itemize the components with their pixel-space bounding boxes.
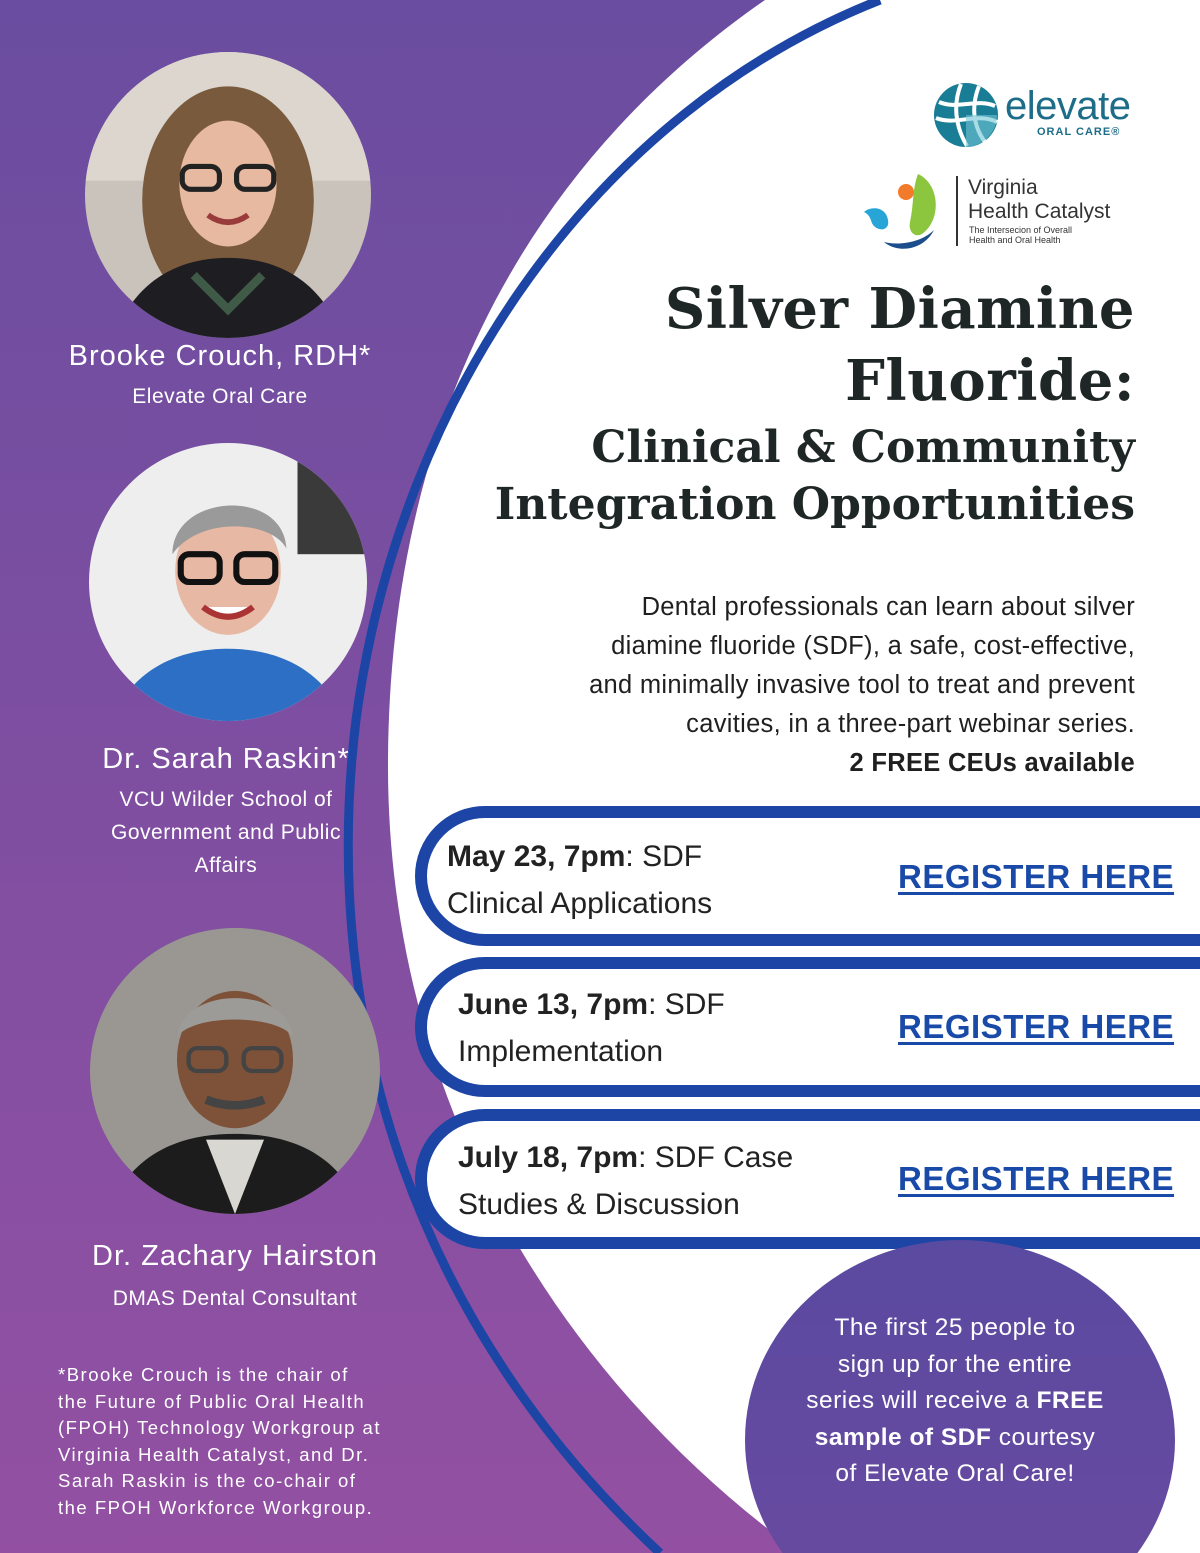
footnote-line: the FPOH Workforce Workgroup.	[58, 1496, 374, 1518]
session-topic: : SDF Case	[638, 1141, 794, 1174]
speaker-org-line: Elevate Oral Care	[132, 385, 308, 408]
speaker-name-brooke: Brooke Crouch, RDH*	[68, 340, 372, 372]
promo-emphasis: sample of SDF	[814, 1423, 992, 1451]
promo-emphasis: FREE	[1036, 1387, 1104, 1414]
speaker-org-sarah	[46, 783, 406, 882]
speaker-name-sarah: Dr. Sarah Raskin*	[102, 743, 350, 775]
session-date: July 18, 7pm	[458, 1141, 639, 1174]
vhc-logo	[860, 172, 1140, 252]
speaker-photo-brooke	[85, 52, 371, 338]
session-1-text	[447, 833, 712, 927]
promo-line: sign up for the entire	[837, 1350, 1073, 1378]
promo-line: series will receive a	[806, 1387, 1037, 1414]
footnote-line: (FPOH) Technology Workgroup at	[58, 1417, 381, 1438]
globe-icon	[933, 82, 999, 148]
session-3-text	[458, 1134, 793, 1228]
footnote-line: Virginia Health Catalyst, and Dr.	[58, 1443, 370, 1465]
description-line: and minimally invasive tool to treat and prevent	[589, 671, 1135, 699]
speaker-org-brooke	[40, 380, 400, 413]
promo-line: of Elevate Oral Care!	[835, 1460, 1075, 1487]
session-topic: Studies & Discussion	[458, 1188, 740, 1221]
title-line-2: Fluoride:	[845, 348, 1135, 414]
speaker-photo-zachary	[90, 928, 380, 1214]
speaker-org-zachary	[55, 1282, 415, 1315]
elevate-logo	[933, 82, 1133, 152]
description-line: cavities, in a three-part webinar series.	[686, 710, 1135, 738]
session-topic: : SDF	[648, 988, 725, 1021]
session-2-text	[458, 981, 725, 1075]
speaker-org-line: DMAS Dental Consultant	[112, 1287, 358, 1310]
session-topic: Implementation	[458, 1035, 664, 1068]
description-line: diamine fluoride (SDF), a safe, cost-effective,	[611, 632, 1135, 660]
footnote-line: the Future of Public Oral Health	[58, 1390, 366, 1412]
promo-line: The first 25 people to	[834, 1314, 1076, 1341]
description-line: Dental professionals can learn about silver	[641, 593, 1135, 621]
vhc-logo-tagline: The Intersecion of Overall	[969, 225, 1073, 235]
vhc-divider	[956, 176, 958, 246]
speaker-org-line: Affairs	[194, 854, 258, 877]
description	[415, 588, 1135, 783]
vhc-logo-name: Virginia	[968, 176, 1038, 199]
register-button-session-3[interactable]: REGISTER HERE	[898, 1160, 1175, 1197]
title-line-3: Clinical & Community	[591, 422, 1135, 473]
footnote-line: *Brooke Crouch is the chair of	[58, 1364, 349, 1385]
elevate-logo-name: elevate	[1005, 84, 1131, 128]
session-topic: : SDF	[625, 840, 703, 873]
promo-line: courtesy	[991, 1423, 1096, 1451]
speaker-org-line: Government and Public	[111, 821, 341, 844]
title-line-4: Integration Opportunities	[494, 479, 1135, 530]
session-topic: Clinical Applications	[447, 887, 713, 920]
speaker-photo-sarah	[89, 443, 367, 721]
session-date: June 13, 7pm	[458, 988, 649, 1021]
title-line-1: Silver Diamine	[664, 276, 1135, 342]
speaker-org-line: VCU Wilder School of	[119, 788, 333, 811]
promo-text	[775, 1310, 1135, 1493]
footnote	[58, 1362, 448, 1521]
register-button-session-1[interactable]: REGISTER HERE	[898, 858, 1175, 895]
session-date: May 23, 7pm	[447, 840, 626, 873]
vhc-logo-tagline: Health and Oral Health	[969, 235, 1061, 245]
ceu-note: 2 FREE CEUs available	[849, 749, 1135, 777]
register-button-session-2[interactable]: REGISTER HERE	[898, 1008, 1175, 1045]
elevate-logo-tagline: ORAL CARE®	[1037, 126, 1121, 138]
vhc-mark-icon	[860, 172, 950, 252]
vhc-logo-name: Health Catalyst	[968, 200, 1111, 223]
speaker-name-zachary: Dr. Zachary Hairston	[92, 1240, 378, 1272]
footnote-line: Sarah Raskin is the co-chair of	[58, 1470, 357, 1491]
